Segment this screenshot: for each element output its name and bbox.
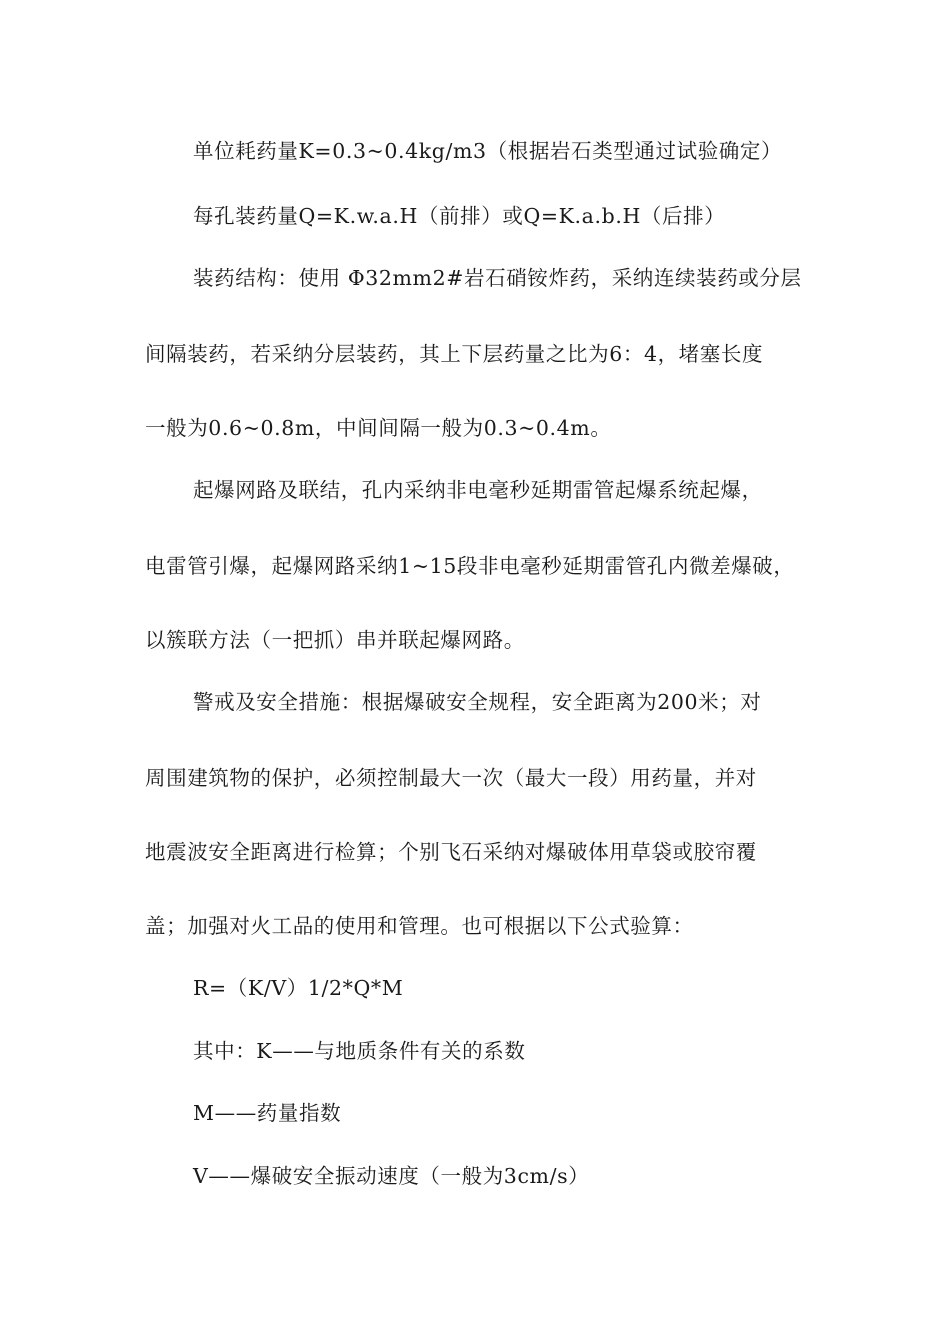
- text-line-charge-structure: 装药结构：使用 Φ32mm2#岩石硝铵炸药，采纳连续装药或分层: [193, 266, 802, 290]
- text-line-initiation-network: 起爆网路及联结，孔内采纳非电毫秒延期雷管起爆系统起爆，: [193, 478, 763, 502]
- text-line-unit-charge: 单位耗药量K=0.3~0.4kg/m3（根据岩石类型通过试验确定）: [193, 139, 783, 163]
- text-line-initiation-network-cont-1: 电雷管引爆，起爆网路采纳1~15段非电毫秒延期雷管孔内微差爆破，: [145, 554, 795, 578]
- text-line-safety-measures-cont-3: 盖；加强对火工品的使用和管理。也可根据以下公式验算：: [145, 914, 694, 938]
- definition-line-v: V——爆破安全振动速度（一般为3cm/s）: [193, 1164, 590, 1188]
- text-line-charge-structure-cont-2: 一般为0.6~0.8m，中间间隔一般为0.3~0.4m。: [145, 416, 612, 440]
- text-line-hole-charge: 每孔装药量Q=K.w.a.H（前排）或Q=K.a.b.H（后排）: [193, 204, 726, 228]
- definition-line-k: 其中：K——与地质条件有关的系数: [193, 1039, 526, 1063]
- text-line-charge-structure-cont-1: 间隔装药，若采纳分层装药，其上下层药量之比为6：4，堵塞长度: [145, 342, 764, 366]
- text-line-safety-measures-cont-2: 地震波安全距离进行检算；个别飞石采纳对爆破体用草袋或胶帘覆: [145, 840, 757, 864]
- formula-line: R=（K/V）1/2*Q*M: [193, 976, 404, 1000]
- text-line-initiation-network-cont-2: 以簇联方法（一把抓）串并联起爆网路。: [145, 628, 525, 652]
- definition-line-m: M——药量指数: [193, 1101, 342, 1125]
- text-line-safety-measures: 警戒及安全措施：根据爆破安全规程，安全距离为200米；对: [193, 690, 762, 714]
- text-line-safety-measures-cont-1: 周围建筑物的保护，必须控制最大一次（最大一段）用药量，并对: [145, 766, 757, 790]
